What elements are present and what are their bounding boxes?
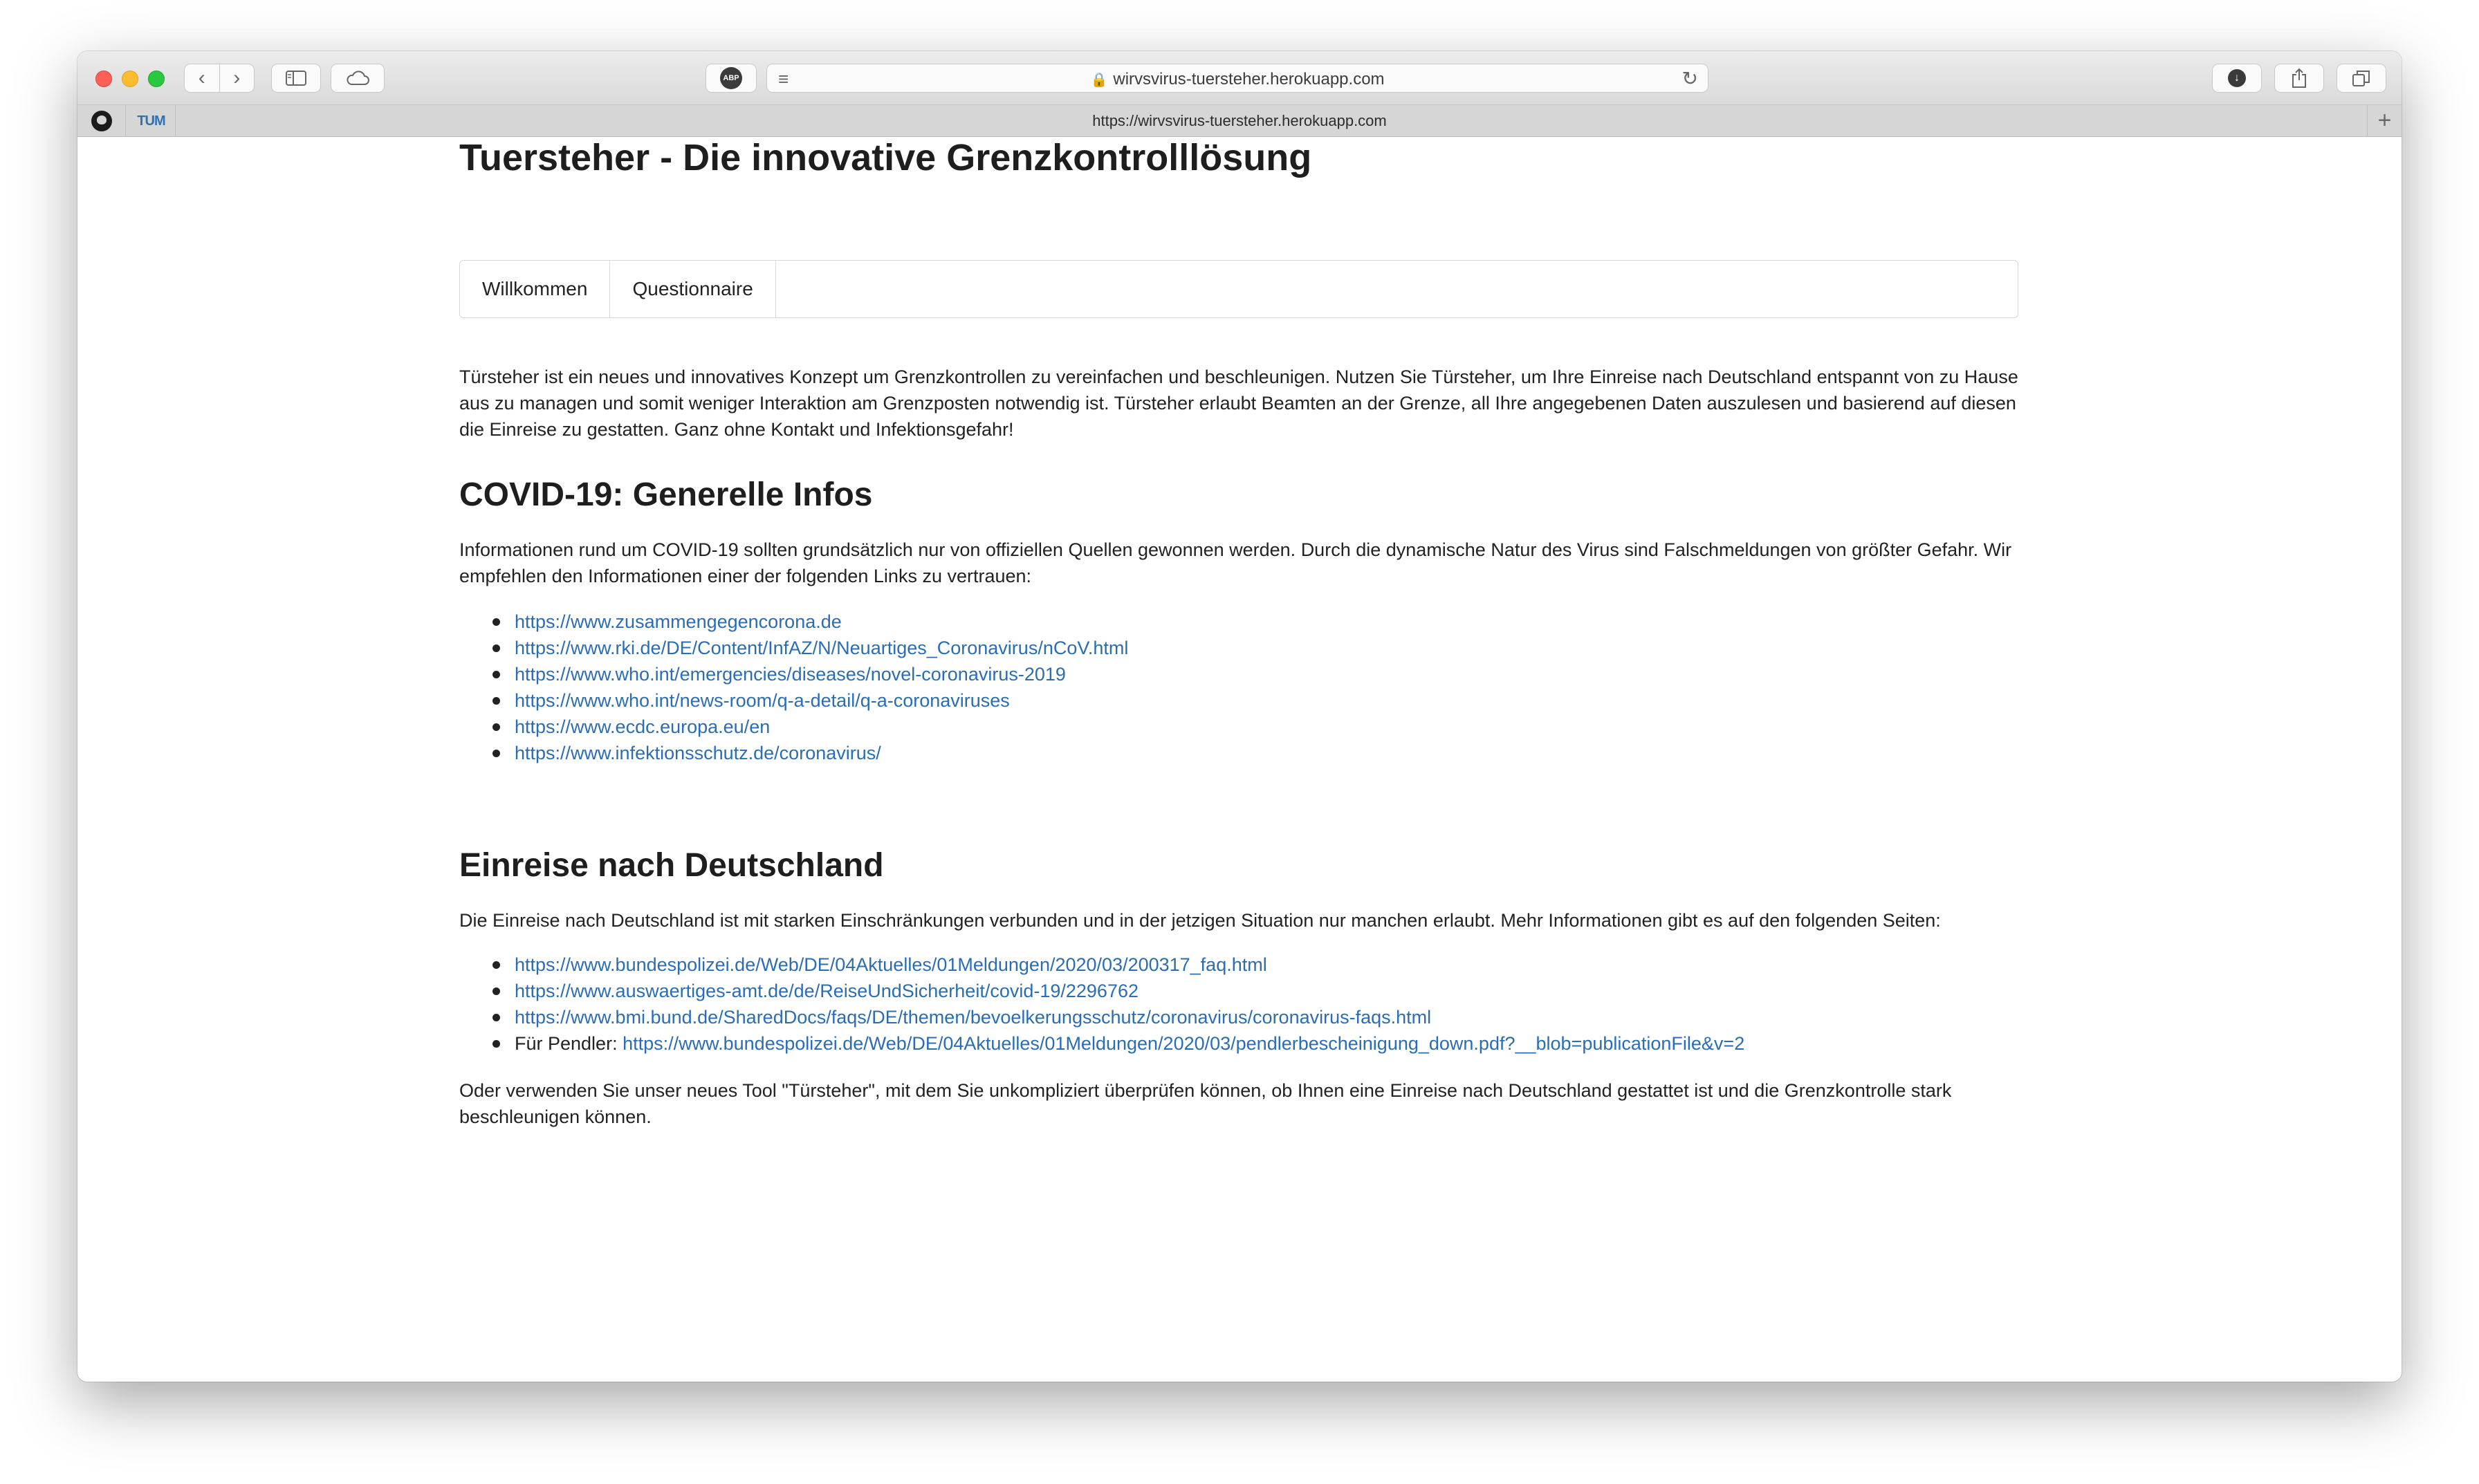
list-item bbox=[515, 952, 1744, 978]
tab-url: https://wirvsvirus-tuersteher.herokuapp.com bbox=[1092, 112, 1387, 129]
einreise-links bbox=[515, 952, 1744, 1057]
lock-icon: 🔒 bbox=[1090, 73, 1108, 88]
einreise-link[interactable]: https://www.bmi.bund.de/SharedDocs/faqs/DE/themen/bevoelkerungsschutz/coronavirus/coronavirus-faqs.html bbox=[515, 1007, 1432, 1028]
icloud-tabs-button[interactable] bbox=[331, 64, 385, 93]
sidebar-icon bbox=[286, 71, 306, 86]
covid-link[interactable]: https://www.rki.de/DE/Content/InfAZ/N/Neuartiges_Coronavirus/nCoV.html bbox=[515, 638, 1129, 658]
covid-links bbox=[515, 609, 1128, 766]
tab-willkommen[interactable]: Willkommen bbox=[460, 261, 610, 317]
favorites-bar bbox=[77, 105, 2402, 137]
einreise-heading: Einreise nach Deutschland bbox=[459, 847, 884, 884]
list-item bbox=[515, 740, 1128, 766]
minimize-window-button[interactable] bbox=[122, 71, 138, 87]
einreise-link[interactable]: https://www.bundespolizei.de/Web/DE/04Aktuelles/01Meldungen/2020/03/200317_faq.html bbox=[515, 954, 1267, 975]
einreise-link[interactable]: https://www.auswaertiges-amt.de/de/ReiseUndSicherheit/covid-19/2296762 bbox=[515, 981, 1139, 1001]
adblock-button[interactable] bbox=[706, 64, 757, 93]
share-icon bbox=[2291, 68, 2307, 89]
abp-icon: ABP bbox=[720, 67, 742, 89]
covid-link[interactable]: https://www.infektionsschutz.de/coronavirus/ bbox=[515, 743, 881, 763]
covid-heading: COVID-19: Generelle Infos bbox=[459, 476, 873, 513]
list-item bbox=[515, 714, 1128, 740]
address-text bbox=[767, 70, 1708, 89]
covid-link[interactable]: https://www.zusammengegencorona.de bbox=[515, 611, 842, 632]
reader-icon[interactable]: ≡ bbox=[778, 68, 789, 89]
covid-link[interactable]: https://www.who.int/emergencies/diseases/novel-coronavirus-2019 bbox=[515, 664, 1066, 685]
cloud-icon bbox=[345, 70, 370, 86]
address-value: wirvsvirus-tuersteher.herokuapp.com bbox=[1113, 70, 1385, 89]
list-item bbox=[515, 978, 1744, 1004]
intro-text: Türsteher ist ein neues und innovatives Konzept um Grenzkontrollen zu vereinfachen und beschleunigen. Nutzen Sie Türsteher, um Ihre Einreise nach Deutschland entspannt von zu Hause aus zu managen und somit weniger Interaktion am Grenzposten notwendig ist. Türsteher erlaubt Beamten an der Grenze, all Ihre angegebenen Daten auszulesen und basierend auf diesen die Einreise zu gestatten. Ganz ohne Kontakt und Infektionsgefahr! bbox=[459, 367, 2018, 440]
covid-link[interactable]: https://www.ecdc.europa.eu/en bbox=[515, 716, 771, 737]
list-item bbox=[515, 635, 1128, 661]
list-item bbox=[515, 661, 1128, 687]
covid-link[interactable]: https://www.who.int/news-room/q-a-detail/q-a-coronaviruses bbox=[515, 690, 1010, 711]
new-tab-button[interactable]: + bbox=[2367, 105, 2402, 137]
back-button[interactable]: ‹ bbox=[185, 64, 220, 92]
browser-toolbar bbox=[77, 51, 2402, 105]
nav-tabs bbox=[459, 260, 2018, 318]
tab-questionnaire[interactable]: Questionnaire bbox=[610, 261, 775, 317]
list-item bbox=[515, 609, 1128, 635]
tool-text: Oder verwenden Sie unser neues Tool "Türsteher", mit dem Sie unkompliziert überprüfen können, ob Ihnen eine Einreise nach Deutschland gestattet ist und die Grenzkontrolle stark beschleunigen können. bbox=[459, 1080, 1952, 1127]
history-nav bbox=[184, 64, 255, 93]
tum-icon: TUM bbox=[137, 113, 165, 129]
list-item bbox=[515, 1004, 1744, 1030]
page-title: Tuersteher - Die innovative Grenzkontrolllösung bbox=[459, 137, 1312, 178]
sidebar-toggle-button[interactable] bbox=[271, 64, 321, 93]
download-icon: ↓ bbox=[2228, 69, 2246, 87]
tabs-icon bbox=[2352, 69, 2371, 87]
covid-text: Informationen rund um COVID-19 sollten grundsätzlich nur von offiziellen Quellen gewonnen werden. Durch die dynamische Natur des Virus sind Falschmeldungen von größter Gefahr. Wir empfehlen den Informationen einer der folgenden Links zu vertrauen: bbox=[459, 539, 2012, 586]
tab-overview-button[interactable] bbox=[2337, 64, 2386, 93]
pendler-link[interactable]: https://www.bundespolizei.de/Web/DE/04Aktuelles/01Meldungen/2020/03/pendlerbescheinigung_down.pdf?__blob=publicationFile&v=2 bbox=[623, 1033, 1745, 1054]
list-item bbox=[515, 1030, 1744, 1057]
downloads-button[interactable] bbox=[2212, 64, 2262, 93]
close-window-button[interactable] bbox=[95, 71, 112, 87]
reload-icon[interactable]: ↻ bbox=[1681, 68, 1698, 89]
share-button[interactable] bbox=[2274, 64, 2324, 93]
forward-button[interactable]: › bbox=[233, 66, 241, 89]
maximize-window-button[interactable] bbox=[148, 71, 165, 87]
list-item bbox=[515, 687, 1128, 714]
pendler-label: Für Pendler: bbox=[515, 1033, 623, 1054]
einreise-text: Die Einreise nach Deutschland ist mit starken Einschränkungen verbunden und in der jetzigen Situation nur manchen erlaubt. Mehr Informationen gibt es auf den folgenden Seiten: bbox=[459, 910, 1941, 931]
address-bar[interactable] bbox=[766, 64, 1708, 93]
browser-window bbox=[77, 51, 2402, 1382]
